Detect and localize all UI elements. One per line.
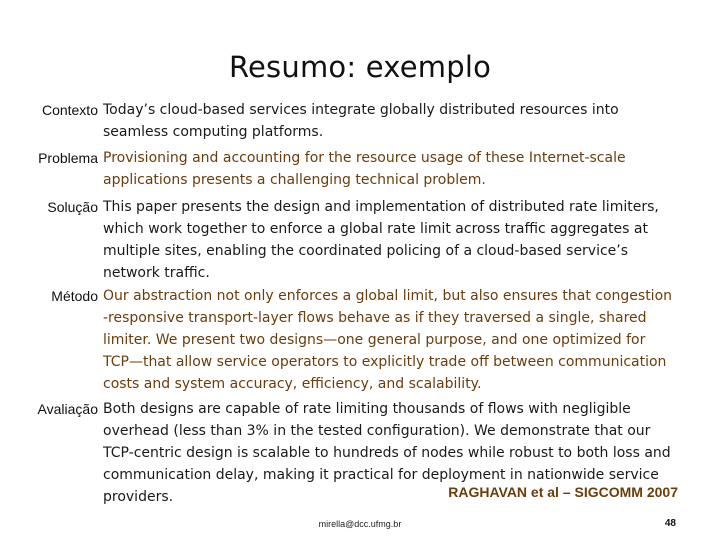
footer-email: mirella@dcc.ufmg.br bbox=[318, 519, 402, 529]
section-text: This paper presents the design and implementation of distributed rate limiters, which work together to enforce a global rate limit across traffic aggregates at multiple sites, enabling the coordinated policing of a cloud-based service’s network traffic. bbox=[103, 199, 659, 281]
section-label: Método bbox=[51, 288, 98, 304]
section-text: Today’s cloud-based services integrate globally distributed resources into seamless computing platforms. bbox=[103, 102, 619, 140]
section-label: Contexto bbox=[41, 102, 98, 118]
section-text: Provisioning and accounting for the resource usage of these Internet-scale applications presents a challenging technical problem. bbox=[103, 150, 626, 188]
section-label: Avaliação bbox=[37, 401, 98, 417]
section-text: Our abstraction not only enforces a global limit, but also ensures that congestion -responsive transport-layer flows behave as if they traversed a single, shared limiter. We present two designs—one general purpose, and one optimized for TCP—that allow service operators to explicitly trade off between communication costs and system accuracy, efficiency, and scalability. bbox=[103, 288, 673, 392]
citation: RAGHAVAN et al – SIGCOMM 2007 bbox=[448, 484, 678, 500]
section-label: Solução bbox=[47, 199, 98, 215]
section-label: Problema bbox=[38, 150, 98, 166]
page-number: 48 bbox=[664, 518, 676, 529]
slide-title: Resumo: exemplo bbox=[228, 50, 492, 84]
section-text: Both designs are capable of rate limiting thousands of flows with negligible overhead (less than 3% in the tested configuration). We demonstrate that our TCP-centric design is scalable to hundreds of nodes while robust to both loss and communication delay, making it practical for deployment in nationwide service providers. bbox=[103, 401, 671, 505]
